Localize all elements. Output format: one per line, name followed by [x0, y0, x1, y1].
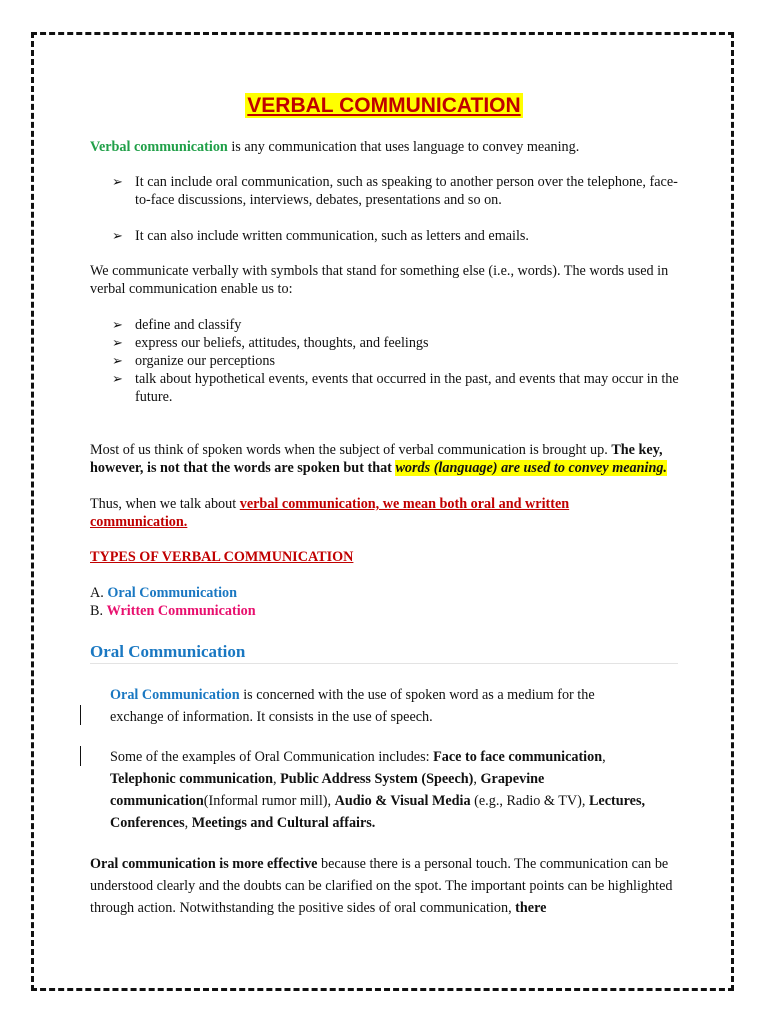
type-item-b — [90, 603, 256, 621]
type-label-oral: Oral Communication — [107, 585, 237, 601]
types-heading: TYPES OF VERBAL COMMUNICATION — [90, 549, 354, 565]
type-item-a — [90, 585, 237, 603]
example-item: Public Address System (Speech) — [280, 771, 474, 787]
spoken-bold: The key, however, is not that the words are spoken but that — [90, 442, 663, 476]
examples-sep: (e.g., Radio & TV), — [470, 793, 589, 809]
use-item-1: define and classify — [135, 317, 242, 333]
oral-def-term: Oral Communication — [110, 687, 240, 703]
page-title — [0, 94, 768, 118]
thus-paragraph — [90, 496, 650, 531]
effective-bold-lead: Oral communication is more effective — [90, 856, 318, 872]
oral-communication-heading: Oral Communication — [90, 642, 246, 661]
intro-paragraph — [90, 139, 690, 157]
text-cursor-mark — [80, 746, 81, 766]
effective-rest: because there is a personal touch. The communication can be understood clearly and the doubts can be clarified on the spot. The important points can be highlighted through action. Notwithstanding the positive sides of oral communication, — [90, 856, 673, 916]
title-text: VERBAL COMMUNICATION — [247, 94, 521, 117]
intro-bullet-1: It can include oral communication, such as speaking to another person over the telephone, face-to-face discussions, interviews, debates, presentations and so on. — [135, 174, 678, 208]
use-item-2: express our beliefs, attitudes, thoughts, and feelings — [135, 335, 429, 351]
oral-definition-paragraph — [110, 684, 650, 728]
spoken-words-paragraph — [90, 442, 680, 477]
thus-underlined: verbal communication, we mean both oral and written communication. — [90, 496, 570, 530]
arrow-bullet-icon: ➢ — [112, 174, 123, 189]
arrow-bullet-icon: ➢ — [112, 335, 123, 350]
arrow-bullet-icon: ➢ — [112, 371, 123, 386]
type-marker: A. — [90, 585, 104, 601]
use-item-4: talk about hypothetical events, events that occurred in the past, and events that may occur in the future. — [135, 371, 679, 405]
arrow-bullet-icon: ➢ — [112, 353, 123, 368]
examples-paragraph — [110, 746, 650, 834]
example-item: Face to face communication — [433, 749, 603, 765]
intro-term: Verbal communication — [90, 139, 228, 155]
intro-rest: is any communication that uses language to convey meaning. — [227, 139, 580, 155]
example-item: Meetings and Cultural affairs. — [191, 815, 376, 831]
heading-divider — [90, 663, 678, 664]
examples-sep: , — [602, 749, 606, 765]
arrow-bullet-icon: ➢ — [112, 228, 123, 243]
use-item-3: organize our perceptions — [135, 353, 275, 369]
text-cursor-mark — [80, 705, 81, 725]
example-item: Lectures, Conferences — [110, 793, 646, 831]
example-item: Audio & Visual Media — [334, 793, 471, 809]
spoken-lead: Most of us think of spoken words when the subject of verbal communication is brought up. — [90, 442, 612, 458]
examples-sep: , — [473, 771, 481, 787]
effectiveness-paragraph — [90, 853, 680, 919]
examples-lead: Some of the examples of Oral Communication includes: — [110, 749, 434, 765]
arrow-bullet-icon: ➢ — [112, 317, 123, 332]
spoken-highlight: words (language) are used to convey meaning. — [395, 459, 667, 476]
type-marker: B. — [90, 603, 104, 619]
example-item: Grapevine communication — [110, 771, 545, 809]
symbols-paragraph: We communicate verbally with symbols that stand for something else (i.e., words). The words used in verbal communication enable us to: — [90, 263, 669, 297]
examples-sep: , — [184, 815, 192, 831]
effective-bold-tail: there — [515, 900, 547, 916]
examples-sep: (Informal rumor mill), — [203, 793, 335, 809]
intro-bullet-2: It can also include written communication, such as letters and emails. — [135, 228, 529, 244]
type-label-written: Written Communication — [106, 603, 256, 619]
thus-lead: Thus, when we talk about — [90, 496, 240, 512]
oral-def-rest: is concerned with the use of spoken word as a medium for the exchange of information. It consists in the use of speech. — [110, 687, 595, 725]
example-item: Telephonic communication — [110, 771, 274, 787]
examples-sep: , — [273, 771, 281, 787]
